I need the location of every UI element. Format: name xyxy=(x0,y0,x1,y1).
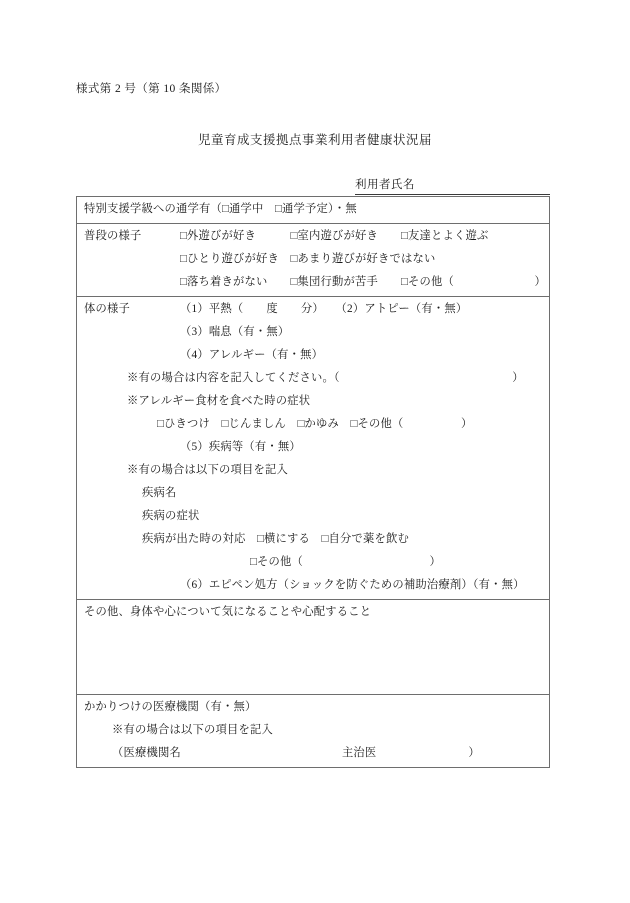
body-item-3-asthma[interactable]: （3）喘息（有・無） xyxy=(180,326,290,338)
user-name-field[interactable]: 利用者氏名 xyxy=(355,176,550,195)
body-spacer-4 xyxy=(84,574,180,597)
clinic-note: ※有の場合は以下の項目を記入 xyxy=(112,724,273,736)
daily-line-3 xyxy=(84,271,546,294)
body-spacer-3 xyxy=(84,436,180,459)
body-item-4-allergy[interactable]: （4）アレルギー（有・無） xyxy=(180,349,324,361)
body-spacer-2 xyxy=(84,344,180,367)
special-class-row-content xyxy=(77,197,549,223)
body-line-item5 xyxy=(84,436,543,459)
table-row-clinic xyxy=(77,695,549,767)
clinic-label[interactable]: かかりつけの医療機関（有・無） xyxy=(84,701,257,713)
body-line-item3 xyxy=(84,321,543,344)
body-label: 体の様子 xyxy=(84,303,130,315)
body-item-1-temperature-atopy[interactable]: （1）平熱（ 度 分） （2）アトピー（有・無） xyxy=(180,303,468,315)
body-line-item6 xyxy=(84,574,543,597)
body-line-item1 xyxy=(84,298,543,321)
daily-line-2 xyxy=(84,248,543,271)
other-concerns-writing-area[interactable] xyxy=(84,624,543,692)
clinic-content xyxy=(77,695,549,767)
other-concerns-content xyxy=(77,600,549,694)
special-class-line xyxy=(84,198,543,221)
body-line-item4 xyxy=(84,344,543,367)
body-item-4-note-symptoms: ※アレルギー食材を食べた時の症状 xyxy=(127,395,311,407)
page-title: 児童育成支援拠点事業利用者健康状況届 xyxy=(197,133,432,147)
special-class-value[interactable]: 有（□通学中 □通学予定）・無 xyxy=(198,203,357,215)
body-item-5-note: ※有の場合は以下の項目を記入 xyxy=(127,464,288,476)
body-item-6-epipen[interactable]: （6）エピペン処方（ショックを防ぐための補助治療剤）（有・無） xyxy=(180,579,525,591)
daily-option-row-2[interactable]: □ひとり遊びが好き □あまり遊びが好きではない xyxy=(180,253,436,265)
daily-line-1 xyxy=(84,225,543,248)
daily-option-row-1[interactable]: □外遊びが好き □室内遊びが好き □友達とよく遊ぶ xyxy=(180,230,489,242)
daily-spacer-2 xyxy=(84,271,180,294)
other-concerns-label: その他、身体や心について気になることや心配すること xyxy=(84,606,372,618)
table-row-daily-appearance xyxy=(77,224,549,297)
body-item-5-disease-response-other[interactable]: □その他（ ） xyxy=(250,556,441,568)
body-item-4-note-content[interactable]: ※有の場合は内容を記入してください。（ ） xyxy=(127,372,524,384)
table-row-other-concerns xyxy=(77,600,549,695)
table-row-body-condition xyxy=(77,297,549,600)
body-item-5-disease-symptom[interactable]: 疾病の症状 xyxy=(142,510,200,522)
clinic-fields[interactable]: （医療機関名 主治医 ） xyxy=(112,747,480,759)
body-row-content xyxy=(77,297,549,599)
table-row-special-class xyxy=(77,197,549,224)
daily-row-content xyxy=(77,224,549,296)
body-spacer-1 xyxy=(84,321,180,344)
daily-label: 普段の様子 xyxy=(84,230,142,242)
body-item-4-symptom-options[interactable]: □ひきつけ □じんましん □かゆみ □その他（ ） xyxy=(157,418,473,430)
body-item-5-disease[interactable]: （5）疾病等（有・無） xyxy=(180,441,301,453)
body-item-5-disease-response[interactable]: 疾病が出た時の対応 □横にする □自分で薬を飲む xyxy=(142,533,409,545)
health-status-table xyxy=(76,196,550,768)
body-item-5-disease-name[interactable]: 疾病名 xyxy=(142,487,177,499)
special-class-label: 特別支援学級への通学 xyxy=(84,203,199,215)
daily-option-row-3[interactable]: □落ち着きがない □集団行動が苦手 □その他（ ） xyxy=(180,276,546,288)
daily-spacer-1 xyxy=(84,248,180,271)
form-number: 様式第 2 号（第 10 条関係） xyxy=(76,83,227,95)
